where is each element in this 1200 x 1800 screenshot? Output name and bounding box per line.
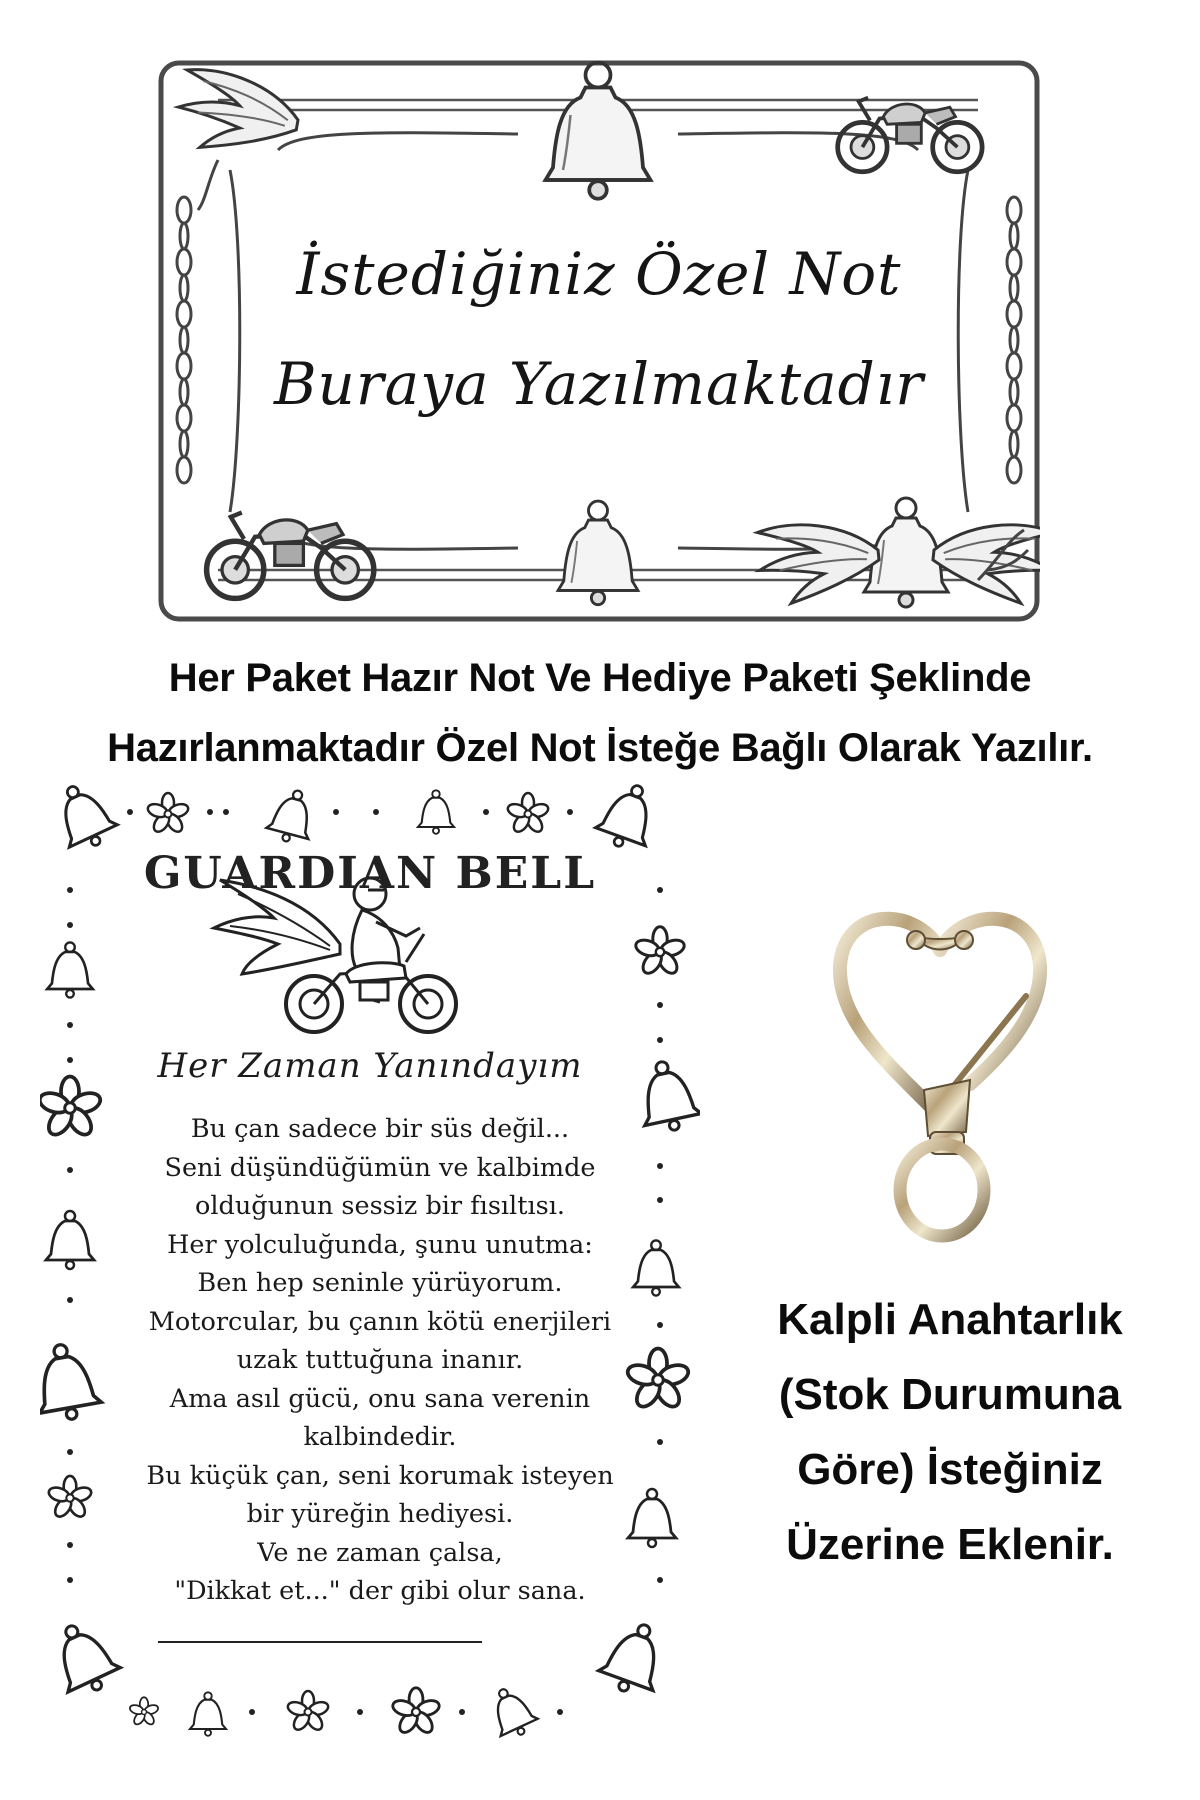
keyring-line: Üzerine Eklenir.: [786, 1520, 1114, 1569]
poem-line: Bu küçük çan, seni korumak isteyen: [146, 1460, 614, 1491]
keyring-line: Göre) İsteğiniz: [797, 1445, 1103, 1494]
heart-keyring-image: [820, 900, 1060, 1250]
guardian-subtitle: Her Zaman Yanındayım: [157, 1046, 583, 1086]
rider-illustration: [214, 878, 456, 1032]
keyring-line: (Stok Durumuna: [778, 1370, 1122, 1419]
guardian-title: GUARDIAN BELL: [143, 848, 597, 899]
poem-line: uzak tuttuğuna inanır.: [236, 1345, 524, 1375]
poem-line: Ben hep seninle yürüyorum.: [197, 1268, 563, 1298]
poem-line: kalbindedir.: [303, 1422, 457, 1452]
poem-line: olduğunun sessiz bir fısıltısı.: [195, 1191, 565, 1221]
caption-line-2: Hazırlanmaktadır Özel Not İsteğe Bağlı Olarak Yazılır.: [107, 726, 1093, 770]
caption-line-1: Her Paket Hazır Not Ve Hediye Paketi Şeklinde: [168, 656, 1032, 700]
poem-line: Seni düşündüğümün ve kalbimde: [164, 1152, 596, 1183]
note-card-frame: [158, 60, 1040, 622]
note-line-2: Buraya Yazılmaktadır: [273, 350, 925, 418]
poem: [100, 1110, 660, 1611]
poem-line: Motorcular, bu çanın kötü enerjileri: [148, 1306, 612, 1337]
keyring-line: Kalpli Anahtarlık: [777, 1295, 1123, 1344]
guardian-bell-card: [40, 780, 700, 1780]
poem-line: "Dikkat et..." der gibi olur sana.: [174, 1576, 586, 1606]
note-card: [158, 60, 1040, 622]
poem-line: Bu çan sadece bir süs değil...: [190, 1114, 570, 1144]
poem-line: Her yolculuğunda, şunu unutma:: [167, 1229, 593, 1260]
poem-line: bir yüreğin hediyesi.: [246, 1499, 514, 1529]
poem-line: Ve ne zaman çalsa,: [257, 1537, 503, 1568]
note-line-1: İstediğiniz Özel Not: [296, 240, 902, 308]
keyring-description: [700, 1282, 1200, 1582]
poem-line: Ama asıl gücü, onu sana verenin: [169, 1383, 591, 1414]
